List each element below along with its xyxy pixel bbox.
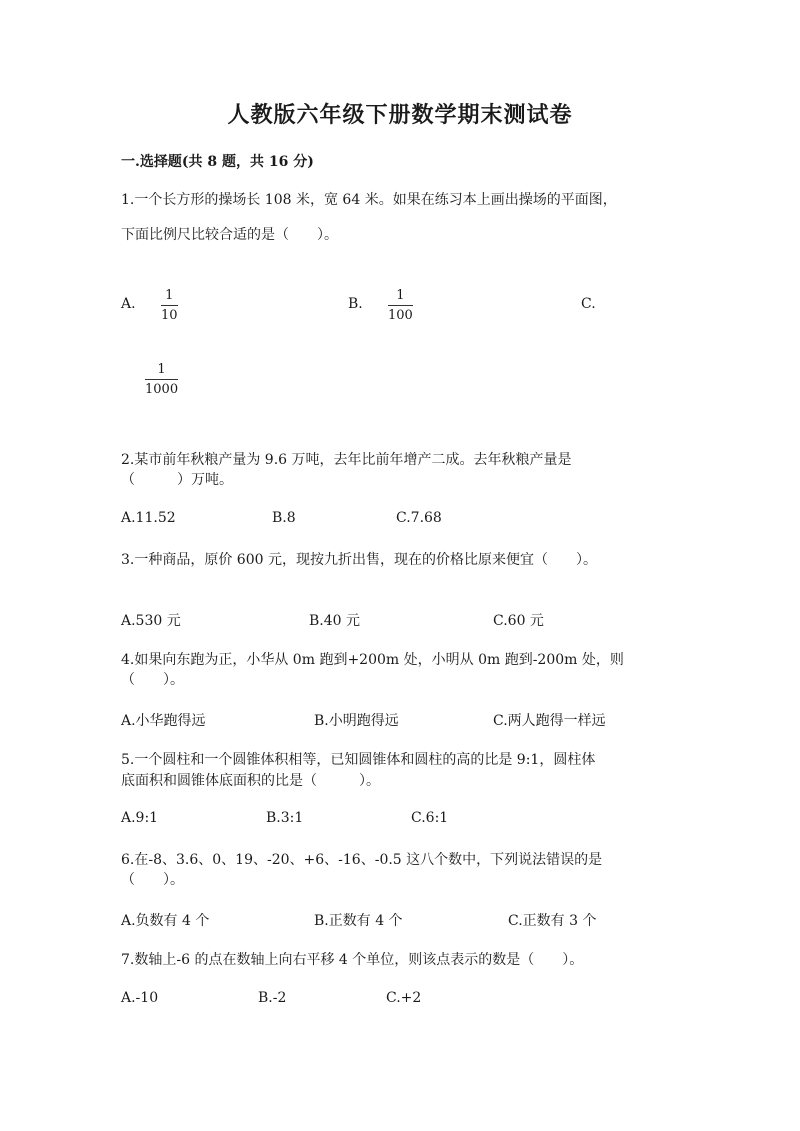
- question-7-option-a: A.-10: [121, 990, 159, 1006]
- question-2-line-1: 2.某市前年秋粮产量为 9.6 万吨，去年比前年增产二成。去年秋粮产量是: [121, 452, 572, 468]
- fraction-numerator: 1: [165, 288, 174, 303]
- question-3-option-a: A.530 元: [121, 613, 181, 629]
- question-1-line-2: 下面比例尺比较合适的是（ ）。: [121, 227, 338, 243]
- question-4-option-c: C.两人跑得一样远: [493, 713, 606, 729]
- question-6-option-b: B.正数有 4 个: [314, 913, 403, 929]
- question-3-option-c: C.60 元: [493, 613, 544, 629]
- question-5-option-c: C.6:1: [411, 810, 449, 826]
- question-7-option-b: B.-2: [258, 990, 287, 1006]
- fraction-denominator: 100: [388, 308, 413, 323]
- question-2-option-b: B.8: [272, 510, 296, 526]
- fraction-denominator: 10: [161, 308, 178, 323]
- question-4-line-2: （ ）。: [121, 672, 184, 688]
- question-1-option-c-fraction: [145, 363, 178, 396]
- section-heading: 一.选择题(共 8 题，共 16 分): [121, 154, 314, 170]
- question-4-line-1: 4.如果向东跑为正，小华从 0m 跑到+200m 处，小明从 0m 跑到-200m 处，则: [121, 652, 624, 668]
- question-5-option-a: A.9:1: [121, 810, 159, 826]
- fraction-numerator: 1: [396, 288, 405, 303]
- question-5-option-b: B.3:1: [266, 810, 304, 826]
- question-6-line-1: 6.在-8、3.6、0、19、-20、+6、-16、-0.5 这八个数中，下列说法错误的是: [121, 852, 603, 868]
- question-4-option-a: A.小华跑得远: [121, 713, 206, 729]
- question-5-line-1: 5.一个圆柱和一个圆锥体积相等，已知圆锥体和圆柱的高的比是 9:1，圆柱体: [121, 752, 596, 768]
- question-1-option-a-fraction: [161, 289, 178, 322]
- fraction-numerator: 1: [157, 362, 166, 377]
- question-1-option-b-label: B.: [348, 296, 363, 312]
- question-2-option-a: A.11.52: [121, 510, 176, 526]
- question-7-line-1: 7.数轴上-6 的点在数轴上向右平移 4 个单位，则该点表示的数是（ ）。: [121, 952, 584, 968]
- question-6-line-2: （ ）。: [121, 872, 184, 888]
- question-4-option-b: B.小明跑得远: [314, 713, 399, 729]
- question-1-option-b-fraction: [388, 289, 413, 322]
- question-7-option-c: C.+2: [386, 990, 422, 1006]
- question-2-option-c: C.7.68: [396, 510, 442, 526]
- question-1-line-1: 1.一个长方形的操场长 108 米，宽 64 米。如果在练习本上画出操场的平面图，: [121, 192, 617, 208]
- question-6-option-a: A.负数有 4 个: [121, 913, 210, 929]
- page-title: 人教版六年级下册数学期末测试卷: [227, 102, 573, 128]
- question-6-option-c: C.正数有 3 个: [508, 913, 597, 929]
- fraction-denominator: 1000: [145, 382, 179, 397]
- question-2-line-2: （ ）万吨。: [121, 472, 233, 488]
- question-1-option-c-label: C.: [581, 296, 596, 312]
- question-3-option-b: B.40 元: [309, 613, 361, 629]
- question-5-line-2: 底面积和圆锥体底面积的比是（ ）。: [121, 773, 380, 789]
- question-1-option-a-label: A.: [121, 296, 136, 312]
- question-3-line-1: 3.一种商品，原价 600 元，现按九折出售，现在的价格比原来便宜（ ）。: [121, 552, 597, 568]
